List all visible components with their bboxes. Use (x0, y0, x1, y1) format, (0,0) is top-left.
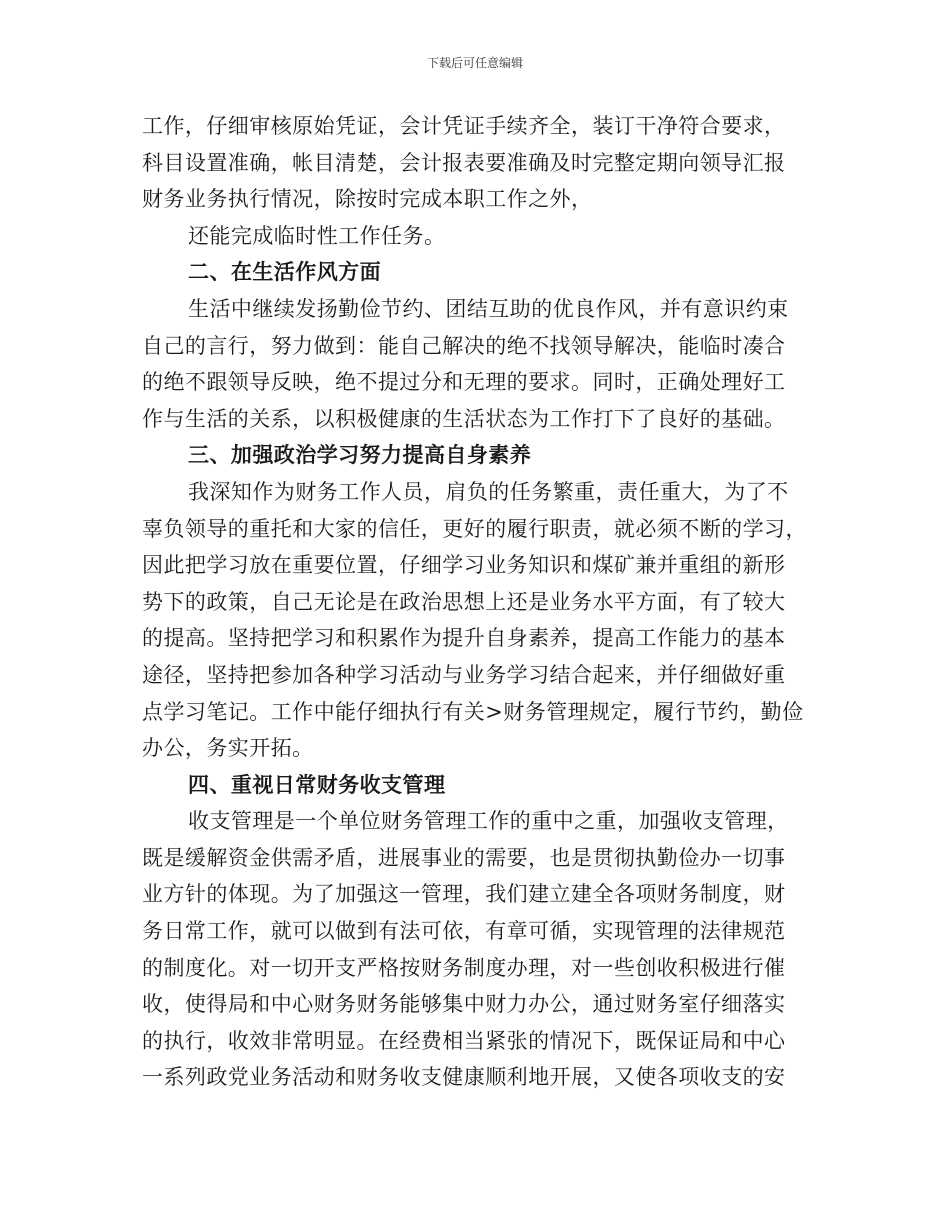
text-line: 作与生活的关系，以积极健康的生活状态为工作打下了良好的基础。 (142, 406, 786, 431)
text-line: 财务业务执行情况，除按时完成本职工作之外， (142, 187, 593, 212)
text-line: 收，使得局和中心财务财务能够集中财力办公，通过财务室仔细落实 (142, 992, 786, 1017)
text-line: 的提高。坚持把学习和积累作为提升自身素养，提高工作能力的基本 (142, 626, 786, 651)
text-line: 务日常工作，就可以做到有法可依，有章可循，实现管理的法律规范 (142, 919, 786, 944)
text-line: 因此把学习放在重要位置，仔细学习业务知识和煤矿兼并重组的新形 (142, 553, 786, 578)
text-line: 生活中继续发扬勤俭节约、团结互助的优良作风，并有意识约束 (188, 296, 789, 321)
text-line: 工作，仔细审核原始凭证，会计凭证手续齐全，装订干净符合要求， (142, 114, 786, 138)
text-line: 一系列政党业务活动和财务收支健康顺利地开展，又使各项收支的安 (142, 1065, 786, 1090)
text-line: 点学习笔记。工作中能仔细执行有关>财务管理规定，履行节约，勤俭 (142, 699, 804, 724)
text-line: 的执行，收效非常明显。在经费相当紧张的情况下，既保证局和中心 (142, 1028, 786, 1053)
text-line: 业方针的体现。为了加强这一管理，我们建立建全各项财务制度，财 (142, 882, 786, 907)
text-line: 自己的言行，努力做到：能自己解决的绝不找领导解决，能临时凑合 (142, 333, 786, 358)
text-line: 途径，坚持把参加各种学习活动与业务学习结合起来，并仔细做好重 (142, 662, 786, 687)
text-line: 我深知作为财务工作人员，肩负的任务繁重，责任重大，为了不 (188, 479, 789, 504)
section-heading-lifestyle: 二、在生活作风方面 (188, 260, 382, 285)
section-heading-political-study: 三、加强政治学习努力提高自身素养 (188, 443, 532, 468)
text-line: 辜负领导的重托和大家的信任，更好的履行职责，就必须不断的学习， (142, 516, 807, 541)
text-line: 科目设置准确，帐目清楚，会计报表要准确及时完整定期向领导汇报 (142, 150, 786, 175)
text-line: 收支管理是一个单位财务管理工作的重中之重，加强收支管理， (188, 809, 789, 834)
text-line: 还能完成临时性工作任务。 (188, 223, 446, 248)
text-line: 既是缓解资金供需矛盾，进展事业的需要，也是贯彻执勤俭办一切事 (142, 845, 786, 870)
page-header: 下载后可任意编辑 (426, 56, 523, 70)
section-heading-finance-management: 四、重视日常财务收支管理 (188, 772, 446, 797)
document-body (142, 108, 822, 1096)
text-line: 势下的政策，自己无论是在政治思想上还是业务水平方面，有了较大 (142, 589, 786, 614)
text-line: 办公，务实开拓。 (142, 736, 314, 761)
text-line: 的绝不跟领导反映，绝不提过分和无理的要求。同时，正确处理好工 (142, 370, 786, 395)
text-line: 的制度化。对一切开支严格按财务制度办理，对一些创收积极进行催 (142, 955, 786, 980)
